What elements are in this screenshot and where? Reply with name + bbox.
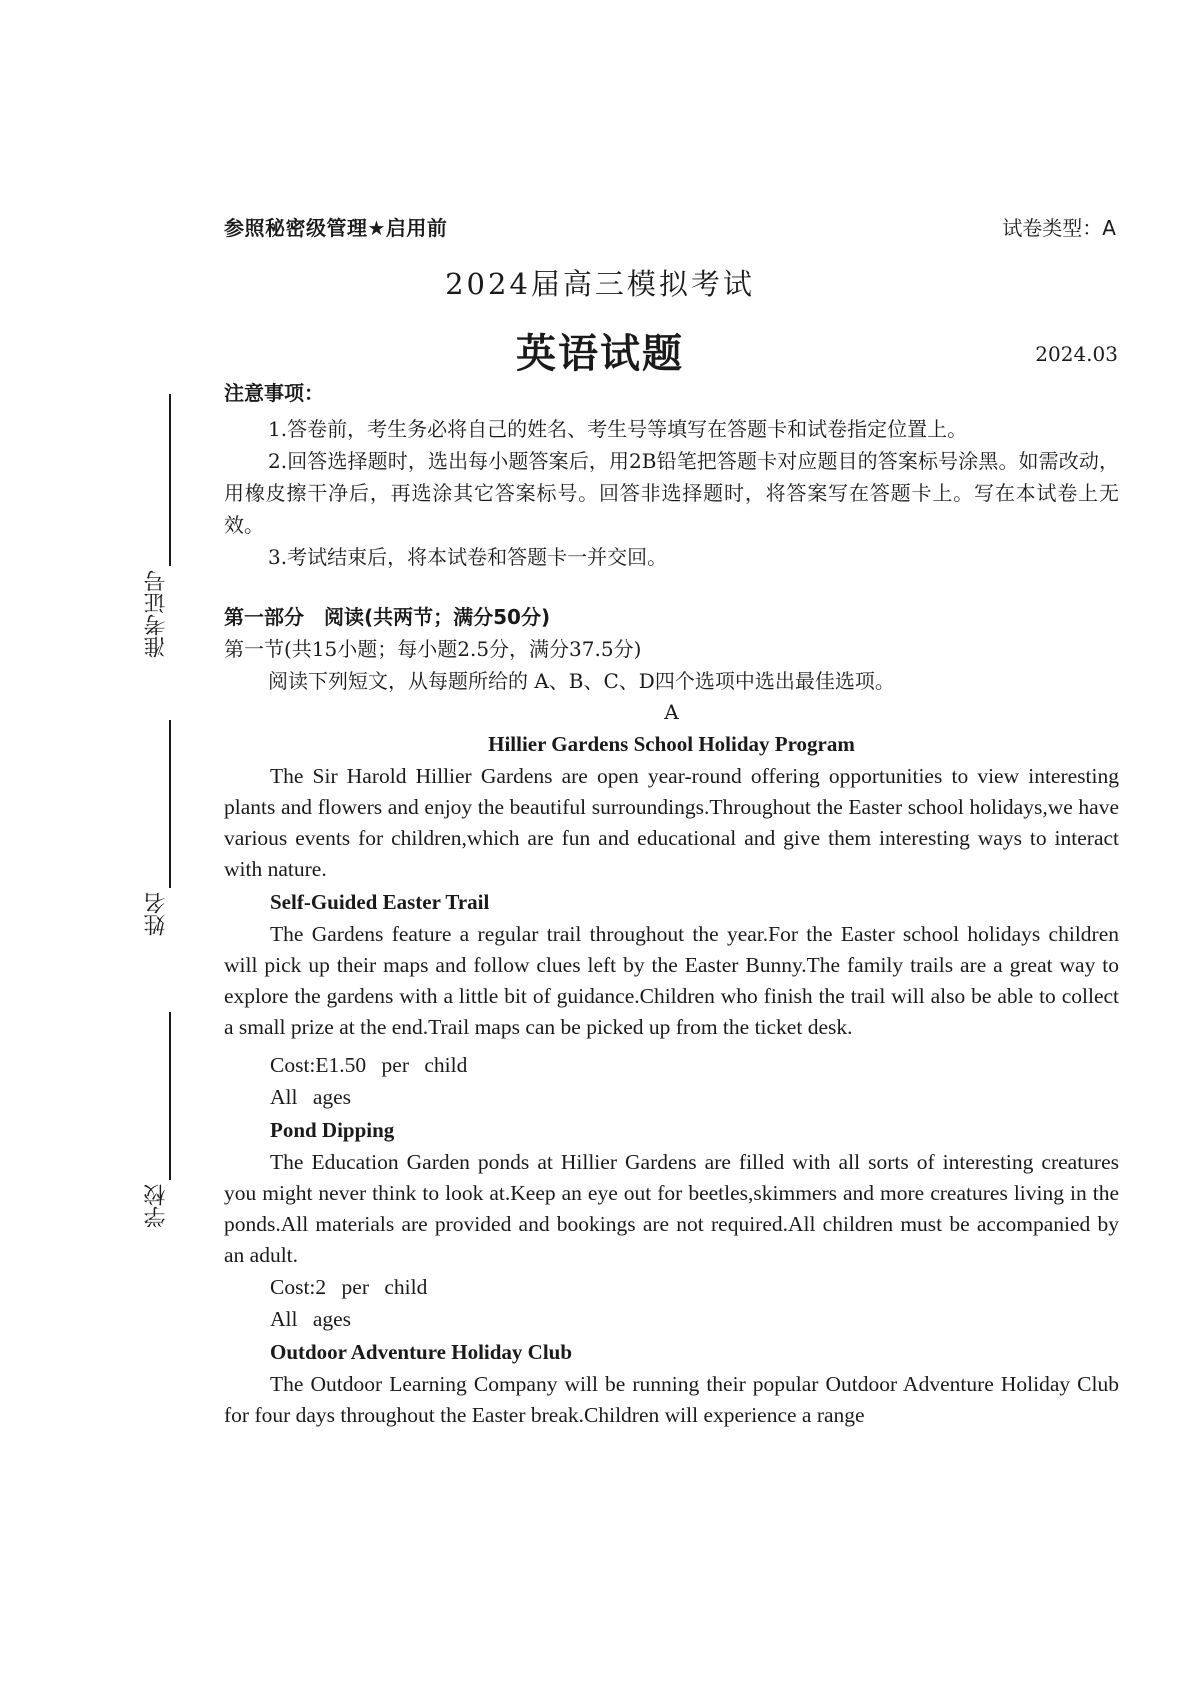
school-text: 学校 (144, 1184, 169, 1228)
section-instruction: 阅读下列短文，从每题所给的 A、B、C、D四个选项中选出最佳选项。 (268, 669, 895, 693)
exam-date: 2024.03 (1035, 342, 1118, 366)
ages-line: All ages (270, 1085, 352, 1109)
school-line (169, 1012, 171, 1180)
passage-intro: The Sir Harold Hillier Gardens are open year-round offering opportunities to view interesting plants and flowers and enjoy the beautiful surroundings.Throughout the Easter school holidays,we have various events for children,which are fun and educational and give them interesting ways to interact with nature. (224, 764, 1119, 881)
paper-type: 试卷类型：A (1002, 216, 1116, 240)
cost-line: Cost:2 per child (270, 1275, 428, 1299)
name-text: 姓名 (144, 892, 169, 936)
name-label (140, 892, 174, 952)
subsection-heading: Outdoor Adventure Holiday Club (270, 1340, 573, 1364)
name-line (169, 720, 171, 888)
part-title: 第一部分 阅读(共两节；满分50分) (224, 605, 551, 629)
passage-letter: A (664, 700, 679, 724)
notes-heading: 注意事项： (224, 381, 324, 405)
subsection-text: The Gardens feature a regular trail throughout the year.For the Easter school holidays children will pick up their maps and follow clues left by the Easter Bunny.The family trails are a great way to explore the gardens with a little bit of guidance.Children who finish the trail will also be able to collect a small prize at the end.Trail maps can be picked up from the ticket desk. (224, 922, 1119, 1039)
subsection-text: The Outdoor Learning Company will be running their popular Outdoor Adventure Holiday Club for four days throughout the Easter break.Children will experience a range (224, 1372, 1119, 1427)
subsection-heading: Pond Dipping (270, 1118, 395, 1142)
subsection-text: The Education Garden ponds at Hillier Gardens are filled with all sorts of interesting creatures you might never think to look at.Keep an eye out for beetles,skimmers and more creatures living in the ponds.All materials are provided and bookings are not required.All children must be accompanied by an adult. (224, 1150, 1119, 1267)
confidentiality-label: 参照秘密级管理★启用前 (224, 216, 448, 240)
subsection-heading: Self-Guided Easter Trail (270, 890, 490, 914)
note-item: 3.考试结束后，将本试卷和答题卡一并交回。 (268, 545, 668, 569)
candidate-no-text: 准考证号 (144, 570, 169, 658)
cost-line: Cost:E1.50 per child (270, 1053, 468, 1077)
candidate-no-line (169, 394, 171, 566)
content-column (224, 378, 1119, 1431)
school-label (140, 1184, 174, 1244)
note-item: 2.回答选择题时，选出每小题答案后，用2B铅笔把答题卡对应题目的答案标号涂黑。如需改动，用橡皮擦干净后，再选涂其它答案标号。回答非选择题时，将答案写在答题卡上。写在本试卷上无效。 (224, 449, 1119, 537)
note-item: 1.答卷前，考生务必将自己的姓名、考生号等填写在答题卡和试卷指定位置上。 (268, 417, 968, 441)
subject-title: 英语试题 (516, 331, 684, 377)
candidate-no-label (140, 570, 174, 670)
passage-title: Hillier Gardens School Holiday Program (488, 732, 855, 756)
ages-line: All ages (270, 1307, 352, 1331)
exam-title: 2024届高三模拟考试 (445, 267, 755, 301)
section-title: 第一节(共15小题；每小题2.5分，满分37.5分) (224, 637, 642, 661)
